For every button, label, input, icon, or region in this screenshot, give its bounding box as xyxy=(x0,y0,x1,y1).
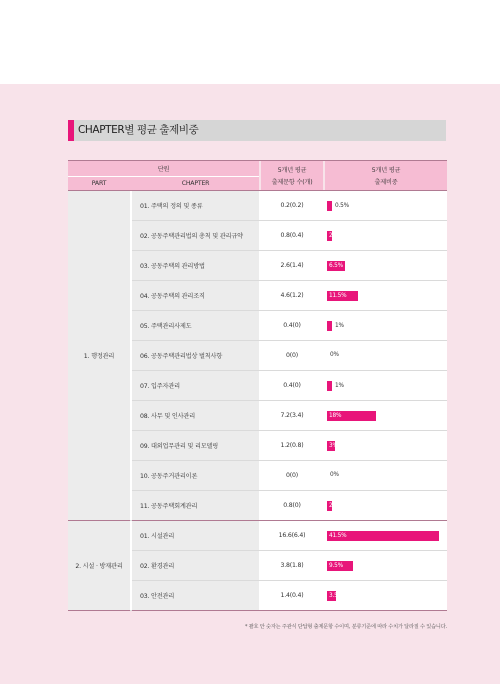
ratio-cell xyxy=(325,431,447,461)
chapter-cell: 06. 공동주택관리법상 벌칙사항 xyxy=(132,341,259,371)
ratio-bar: 41.5% xyxy=(327,531,439,541)
part-cell: 1. 행정관리 xyxy=(68,191,130,521)
chapter-cell: 11. 공동주택회계관리 xyxy=(132,491,259,521)
ratio-cell xyxy=(325,551,447,581)
table-row xyxy=(68,191,447,221)
count-cell: 2.6(1.4) xyxy=(261,251,323,281)
ratio-label: 0.5% xyxy=(335,202,349,209)
ratio-cell xyxy=(325,221,447,251)
ratio-bar xyxy=(327,381,332,391)
ratio-cell xyxy=(325,311,447,341)
ratio-cell xyxy=(325,491,447,521)
part-cell: 2. 시설 · 방재관리 xyxy=(68,521,130,611)
chapter-cell: 03. 공동주택의 관리방법 xyxy=(132,251,259,281)
part-header: PART xyxy=(68,177,130,191)
ratio-bar xyxy=(327,201,332,211)
chapter-cell: 02. 환경관리 xyxy=(132,551,259,581)
chapter-cell: 02. 공동주택관리법의 총칙 및 관리규약 xyxy=(132,221,259,251)
count-cell: 1.4(0.4) xyxy=(261,581,323,611)
count-cell: 0(0) xyxy=(261,461,323,491)
chapter-cell: 03. 안전관리 xyxy=(132,581,259,611)
header-row-1 xyxy=(68,161,447,177)
chapter-cell: 10. 공동주거관리이론 xyxy=(132,461,259,491)
count-header-line1: 5개년 평균 xyxy=(277,167,307,174)
chapter-cell: 01. 시설관리 xyxy=(132,521,259,551)
ratio-cell xyxy=(325,461,447,491)
ratio-bar: 11.5% xyxy=(327,291,358,301)
count-cell: 0.4(0) xyxy=(261,371,323,401)
ratio-label: 1% xyxy=(335,382,344,389)
count-cell: 0(0) xyxy=(261,341,323,371)
count-cell: 16.6(6.4) xyxy=(261,521,323,551)
ratio-cell xyxy=(325,401,447,431)
count-header-line2: 출제문항 수(개) xyxy=(271,179,313,186)
ratio-bar: 3% xyxy=(329,442,338,449)
table-row xyxy=(68,521,447,551)
ratio-bar: 6.5% xyxy=(329,262,343,269)
ratio-cell xyxy=(325,371,447,401)
ratio-header-line1: 5개년 평균 xyxy=(371,167,401,174)
chapter-cell: 07. 입주자관리 xyxy=(132,371,259,401)
count-cell: 3.8(1.8) xyxy=(261,551,323,581)
chapter-cell: 05. 주택관리사제도 xyxy=(132,311,259,341)
ratio-bar: 2% xyxy=(329,232,338,239)
count-cell: 0.8(0.4) xyxy=(261,221,323,251)
count-cell: 7.2(3.4) xyxy=(261,401,323,431)
footnote: * 괄호 안 숫자는 주관식 단답형 출제문항 수이며, 분류기준에 따라 수치가 달라질 수 있습니다. xyxy=(244,624,447,630)
unit-header: 단원 xyxy=(68,161,259,177)
count-cell: 0.8(0) xyxy=(261,491,323,521)
ratio-bar: 3.5% xyxy=(329,592,343,599)
count-cell: 0.2(0.2) xyxy=(261,191,323,221)
ratio-bar: 2% xyxy=(329,502,338,509)
chapter-ratio-table xyxy=(68,160,447,611)
ratio-cell xyxy=(325,251,447,281)
ratio-cell xyxy=(325,191,447,221)
count-header xyxy=(261,161,323,191)
ratio-label: 1% xyxy=(335,322,344,329)
ratio-cell xyxy=(325,521,447,551)
ratio-bar: 9.5% xyxy=(327,561,353,571)
chapter-cell: 04. 공동주택의 관리조직 xyxy=(132,281,259,311)
ratio-cell xyxy=(325,341,447,371)
chapter-cell: 01. 주택의 정의 및 종류 xyxy=(132,191,259,221)
chapter-header: CHAPTER xyxy=(132,177,259,191)
chapter-cell: 08. 사무 및 인사관리 xyxy=(132,401,259,431)
ratio-cell xyxy=(325,581,447,611)
count-cell: 1.2(0.8) xyxy=(261,431,323,461)
ratio-label: 0% xyxy=(330,472,339,478)
ratio-header-line2: 출제비중 xyxy=(374,179,398,186)
ratio-bar: 18% xyxy=(327,411,376,421)
ratio-header xyxy=(325,161,447,191)
ratio-cell xyxy=(325,281,447,311)
count-cell: 4.6(1.2) xyxy=(261,281,323,311)
chapter-cell: 09. 대외업무관리 및 리모델링 xyxy=(132,431,259,461)
section-title: CHAPTER별 평균 출제비중 xyxy=(68,120,446,141)
ratio-bar xyxy=(327,321,332,331)
ratio-label: 0% xyxy=(330,352,339,358)
count-cell: 0.4(0) xyxy=(261,311,323,341)
